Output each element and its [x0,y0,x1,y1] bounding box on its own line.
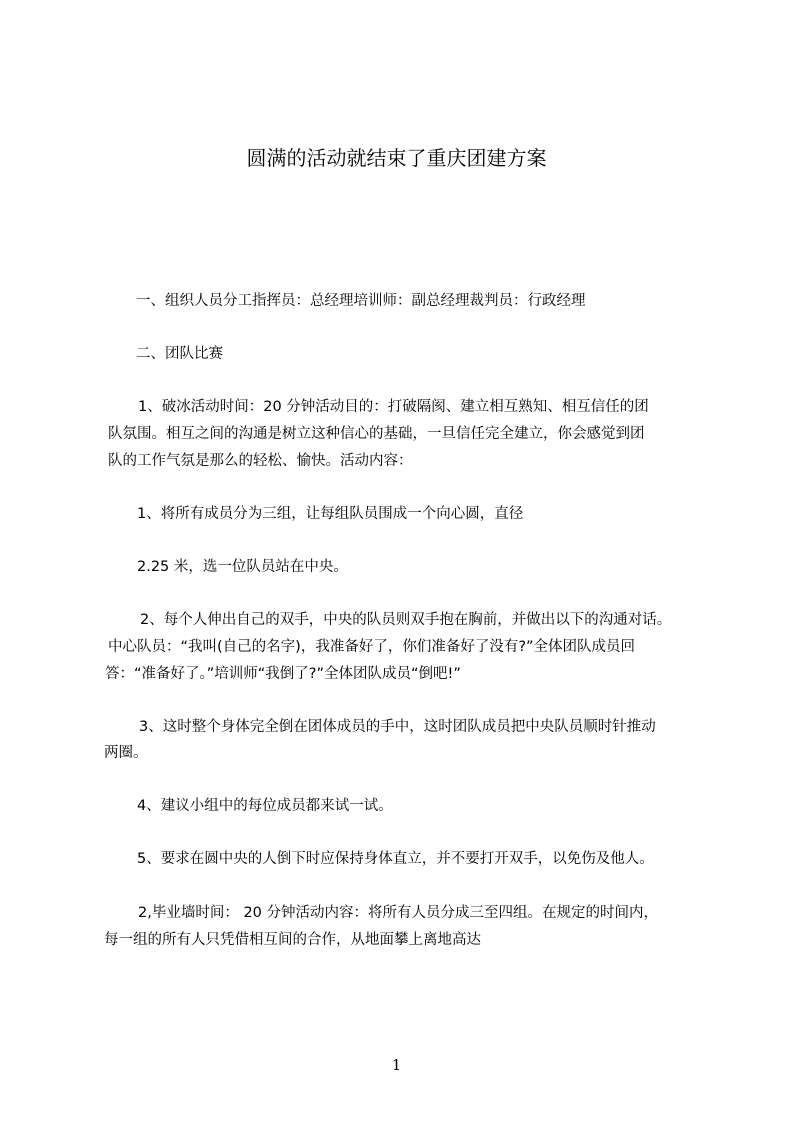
paragraph-step-1-continued: 2.25 米，选一位队员站在中央。 [137,559,348,575]
paragraph-icebreaker-line-1: 1、破冰活动时间：20 分钟活动目的：打破隔阂、建立相互熟知、相互信任的团 [138,399,649,415]
page-title: 圆满的活动就结束了重庆团建方案 [246,146,547,170]
paragraph-step-2-line-1: 2、每个人伸出自己的双手，中央的队员则双手抱在胸前，并做出以下的沟通对话。 [140,612,672,628]
paragraph-step-5: 5、要求在圆中央的人倒下时应保持身体直立，并不要打开双手，以免伤及他人。 [137,851,654,867]
section-heading-team-competition: 二、团队比赛 [136,346,223,362]
paragraph-step-1: 1、将所有成员分为三组，让每组队员围成一个向心圆，直径 [137,506,524,522]
paragraph-org-roles: 一、组织人员分工指挥员：总经理培训师：副总经理裁判员：行政经理 [136,293,586,309]
paragraph-step-2-line-2: 中心队员：“我叫(自己的名字)，我准备好了，你们准备好了没有?”全体团队成员回 [108,639,636,655]
paragraph-icebreaker-line-3: 队的工作气氛是那么的轻松、愉快。活动内容： [108,453,413,469]
paragraph-icebreaker-line-2: 队氛围。相互之间的沟通是树立这种信心的基础，一旦信任完全建立，你会感觉到团 [108,426,645,442]
paragraph-step-2-line-3: 答：“准备好了。”培训师“我倒了?”全体团队成员“倒吧!” [105,666,461,682]
page-number: 1 [391,1056,402,1074]
paragraph-step-3-line-2: 两圈。 [104,745,148,761]
paragraph-step-3-line-1: 3、这时整个身体完全倒在团体成员的手中，这时团队成员把中央队员顺时针推动 [139,719,656,735]
paragraph-step-4: 4、建议小组中的每位成员都来试一试。 [137,798,393,814]
paragraph-graduation-wall-line-2: 每一组的所有人只凭借相互间的合作，从地面攀上离地高达 [104,932,481,948]
paragraph-graduation-wall-line-1: 2,毕业墙时间： 20 分钟活动内容：将所有人员分成三至四组。在规定的时间内， [138,905,659,921]
